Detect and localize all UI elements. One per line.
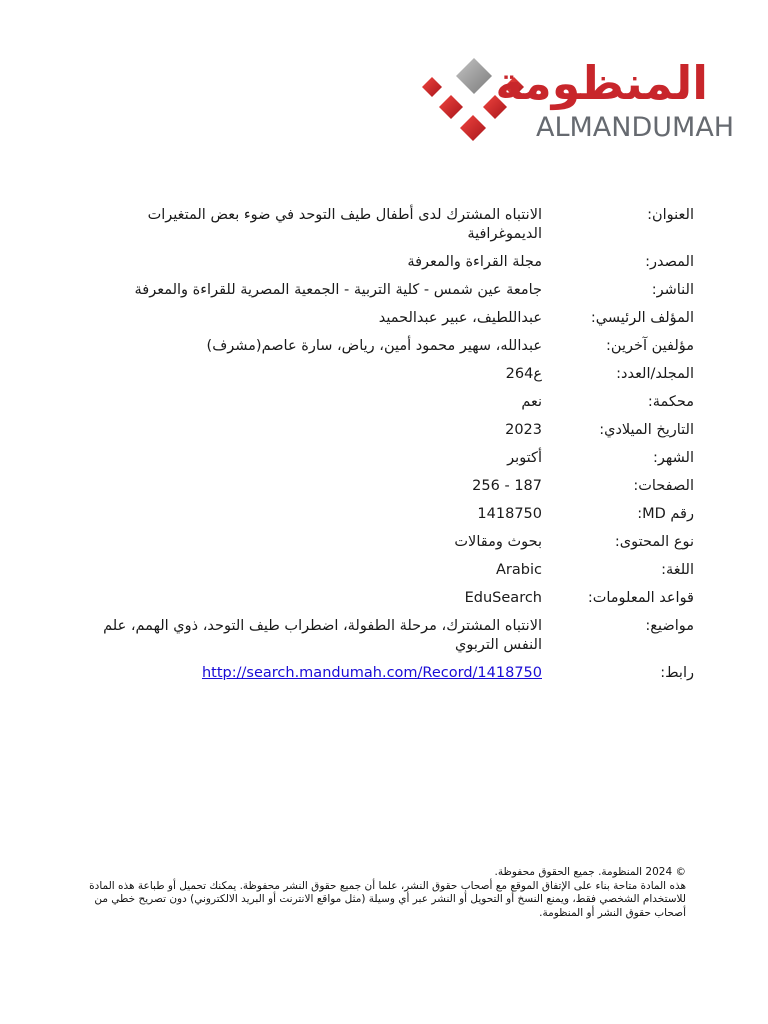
almandumah-logo [418,55,735,150]
field-value: EduSearch [464,590,542,606]
field-label: المصدر: [645,254,694,270]
field-value [92,664,542,683]
field-value: ع264 [505,366,542,382]
field-label: رابط: [660,665,694,681]
field-month [80,449,694,468]
field-value: أكتوبر [507,450,542,466]
field-label: العنوان: [647,207,694,223]
field-value: نعم [521,394,542,410]
field-value: Arabic [496,562,542,578]
field-pages [80,477,694,496]
logo-arabic-name: المنظومة [495,56,708,110]
field-label: الناشر: [651,282,694,298]
field-value: 187 - 256 [472,478,542,494]
field-value: عبداللطيف، عبير عبدالحميد [378,310,542,326]
field-year [80,421,694,440]
field-label: مؤلفين آخرين: [606,338,694,354]
field-source [80,253,694,272]
copyright-line: © 2024 المنظومة. جميع الحقوق محفوظة. [494,866,686,878]
field-label: التاريخ الميلادي: [599,422,694,438]
field-value: مجلة القراءة والمعرفة [407,254,542,270]
field-other-authors [80,337,694,356]
field-databases [80,589,694,608]
field-label: نوع المحتوى: [614,534,694,550]
field-value: جامعة عين شمس - كلية التربية - الجمعية المصرية للقراءة والمعرفة [134,282,542,298]
field-link [80,664,694,683]
field-title [80,206,694,244]
field-peer-reviewed [80,393,694,412]
field-publisher [80,281,694,300]
field-value: 2023 [505,422,542,438]
copyright-notice [60,866,686,920]
field-value: الانتباه المشترك، مرحلة الطفولة، اضطراب طيف التوحد، ذوي الهمم، علم النفس التربوي [103,618,542,653]
record-link[interactable]: http://search.mandumah.com/Record/1418750 [201,665,542,681]
field-value: 1418750 [477,506,542,522]
field-md-number [80,505,694,524]
field-value: الانتباه المشترك لدى أطفال طيف التوحد في ضوء بعض المتغيرات الديموغرافية [147,207,542,242]
field-content-type [80,533,694,552]
field-label: قواعد المعلومات: [587,590,694,606]
field-label: محكمة: [647,394,694,410]
usage-terms: هذه المادة متاحة بناء على الإتفاق الموقع مع أصحاب حقوق النشر، علما أن جميع حقوق النشر محفوظة. يمكنك تحميل أو طباعة هذه المادة للاستخدام الشخصي فقط، ويمنع النسخ أو التحويل أو النشر عبر أي وسيلة (مثل مواقع الانترنت أو البريد الالكتروني) دون تصريح خطي من أصحاب حقوق النشر أو المنظومة. [89,879,686,919]
field-label: المجلد/العدد: [616,366,694,382]
field-label: الصفحات: [633,478,694,494]
field-label: المؤلف الرئيسي: [590,310,694,326]
field-value: عبدالله، سهير محمود أمين، رياض، سارة عاصم(مشرف) [206,338,542,354]
field-label: اللغة: [661,562,694,578]
field-subjects [80,617,694,655]
field-label: الشهر: [653,450,694,466]
field-value: بحوث ومقالات [454,534,542,550]
field-main-author [80,309,694,328]
field-language [80,561,694,580]
logo-latin-name: ALMANDUMAH [536,112,735,143]
field-label: مواضيع: [645,618,694,634]
record-metadata [80,206,694,692]
field-label: رقم MD: [637,506,694,522]
field-volume-issue [80,365,694,384]
